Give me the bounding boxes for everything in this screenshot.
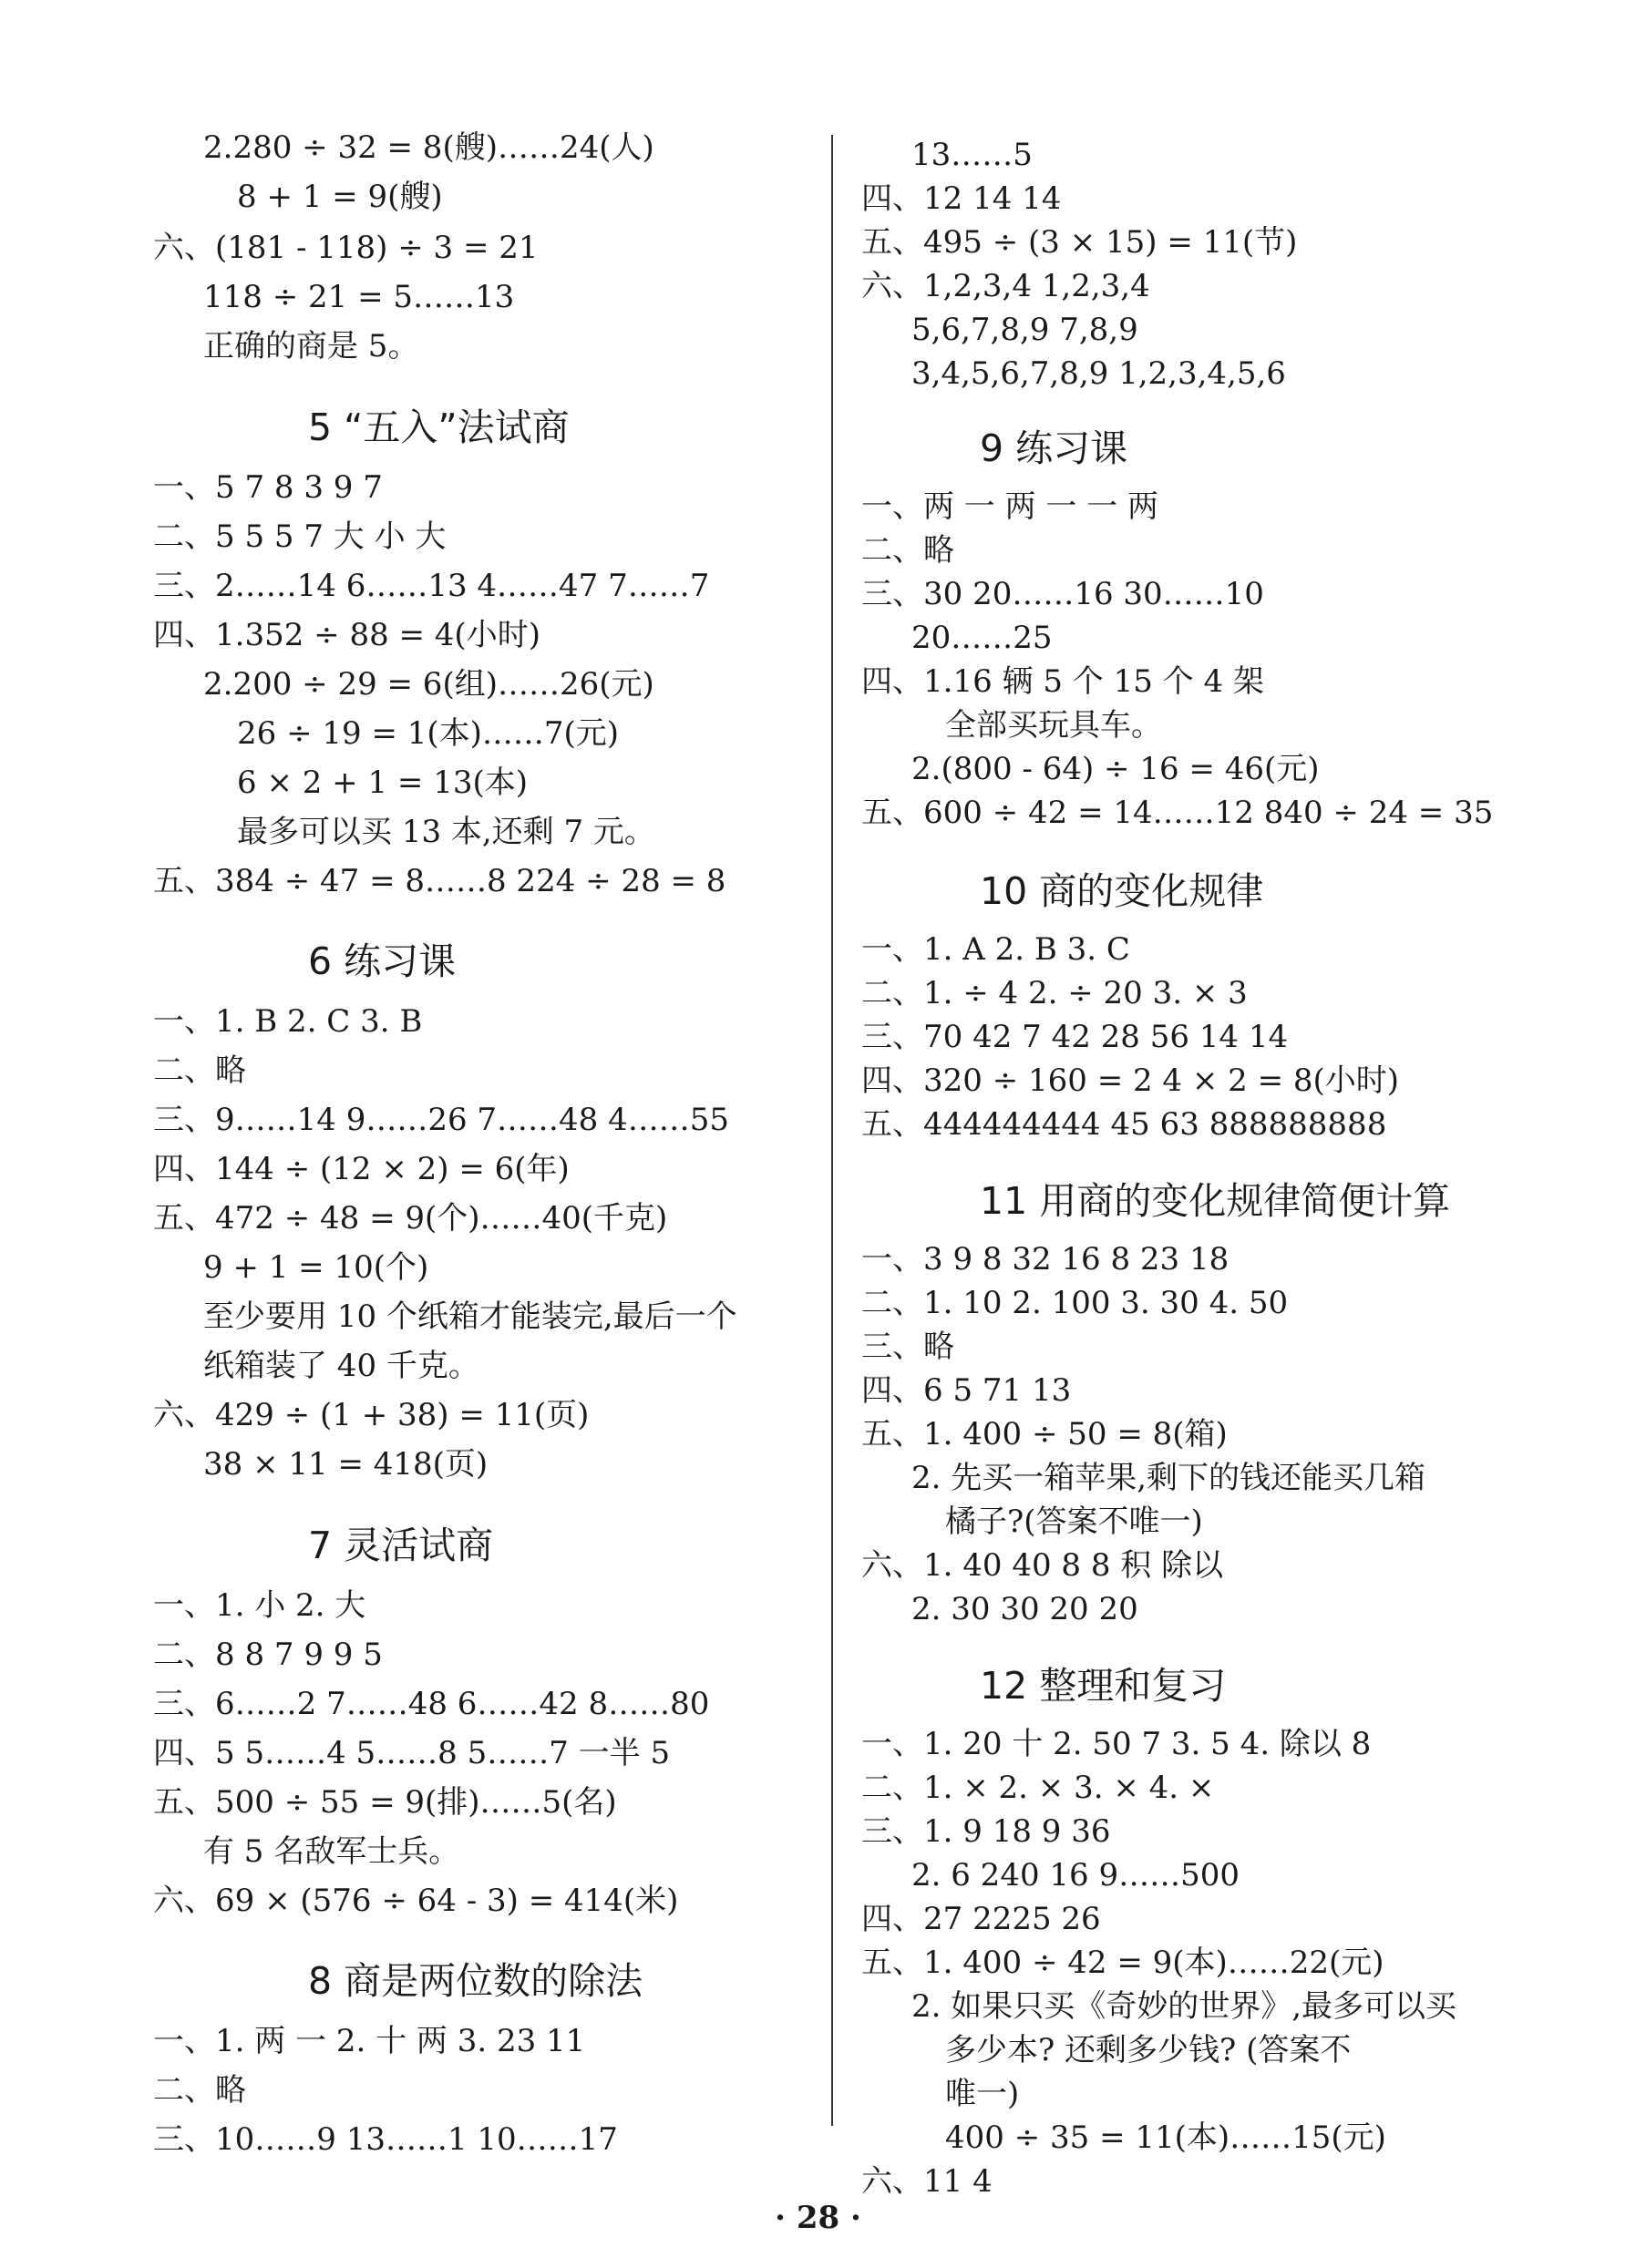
answer-line: 118 ÷ 21 = 5……13 <box>203 279 515 315</box>
answer-line: 二、1. 10 2. 100 3. 30 4. 50 <box>861 1285 1289 1321</box>
answer-line: 三、略 <box>861 1329 954 1365</box>
answer-line: 二、5 5 5 7 大 小 大 <box>153 518 447 555</box>
page-number: · 28 · <box>775 2200 861 2236</box>
answer-line: 最多可以买 13 本,还剩 7 元。 <box>237 814 655 850</box>
answer-line: 六、11 4 <box>861 2163 993 2200</box>
section-title: 6 练习课 <box>308 939 457 983</box>
answer-line: 全部买玩具车。 <box>945 707 1162 744</box>
section-title: 8 商是两位数的除法 <box>308 1959 643 2003</box>
answer-line: 2. 如果只买《奇妙的世界》,最多可以买 <box>911 1988 1457 2025</box>
answer-line: 26 ÷ 19 = 1(本)……7(元) <box>237 715 620 752</box>
column-divider <box>831 135 833 2126</box>
answer-line: 四、1.352 ÷ 88 = 4(小时) <box>153 617 540 653</box>
answer-line: 8 + 1 = 9(艘) <box>237 179 443 215</box>
answer-line: 至少要用 10 个纸箱才能装完,最后一个 <box>203 1298 737 1335</box>
answer-line: 五、500 ÷ 55 = 9(排)……5(名) <box>153 1784 617 1821</box>
answer-line: 二、1. × 2. × 3. × 4. × <box>861 1770 1215 1806</box>
answer-line: 六、1,2,3,4 1,2,3,4 <box>861 268 1150 304</box>
answer-line: 二、8 8 7 9 9 5 <box>153 1637 383 1673</box>
answer-line: 三、6……2 7……48 6……42 8……80 <box>153 1686 710 1722</box>
answer-line: 四、27 2225 26 <box>861 1901 1101 1937</box>
answer-line: 2.(800 - 64) ÷ 16 = 46(元) <box>911 751 1320 787</box>
answer-line: 2.200 ÷ 29 = 6(组)……26(元) <box>203 666 654 703</box>
answer-line: 二、略 <box>861 532 954 569</box>
answer-line: 四、12 14 14 <box>861 180 1062 217</box>
answer-line: 9 + 1 = 10(个) <box>203 1249 429 1286</box>
answer-line: 唯一) <box>945 2076 1020 2112</box>
answer-line: 六、429 ÷ (1 + 38) = 11(页) <box>153 1397 590 1433</box>
answer-line: 四、320 ÷ 160 = 2 4 × 2 = 8(小时) <box>861 1062 1400 1099</box>
answer-line: 六、69 × (576 ÷ 64 - 3) = 414(米) <box>153 1883 679 1919</box>
answer-line: 有 5 名敌军士兵。 <box>203 1833 460 1870</box>
answer-line: 正确的商是 5。 <box>203 328 419 364</box>
answer-line: 6 × 2 + 1 = 13(本) <box>237 765 528 801</box>
answer-line: 五、600 ÷ 42 = 14……12 840 ÷ 24 = 35 <box>861 795 1494 831</box>
answer-line: 五、472 ÷ 48 = 9(个)……40(千克) <box>153 1200 668 1237</box>
answer-line: 四、144 ÷ (12 × 2) = 6(年) <box>153 1151 570 1187</box>
answer-line: 38 × 11 = 418(页) <box>203 1446 489 1483</box>
answer-line: 多少本? 还剩多少钱? (答案不 <box>945 2032 1352 2068</box>
answer-line: 二、1. ÷ 4 2. ÷ 20 3. × 3 <box>861 975 1248 1011</box>
answer-line: 2. 先买一箱苹果,剩下的钱还能买几箱 <box>911 1460 1426 1496</box>
answer-line: 400 ÷ 35 = 11(本)……15(元) <box>945 2119 1386 2156</box>
answer-line: 二、略 <box>153 2072 246 2109</box>
answer-line: 三、70 42 7 42 28 56 14 14 <box>861 1019 1289 1055</box>
answer-line: 四、6 5 71 13 <box>861 1372 1072 1409</box>
answer-line: 一、两 一 两 一 一 两 <box>861 488 1159 525</box>
answer-line: 四、5 5……4 5……8 5……7 一半 5 <box>153 1735 671 1771</box>
answer-line: 五、444444444 45 63 888888888 <box>861 1106 1387 1143</box>
answer-line: 2. 6 240 16 9……500 <box>911 1857 1240 1893</box>
answer-line: 5,6,7,8,9 7,8,9 <box>911 312 1138 348</box>
answer-line: 三、9……14 9……26 7……48 4……55 <box>153 1102 730 1138</box>
answer-line: 橘子?(答案不唯一) <box>945 1503 1203 1540</box>
answer-line: 13……5 <box>911 137 1033 173</box>
answer-line: 五、1. 400 ÷ 50 = 8(箱) <box>861 1416 1228 1452</box>
answer-line: 20……25 <box>911 620 1053 656</box>
answer-line: 2.280 ÷ 32 = 8(艘)……24(人) <box>203 129 654 166</box>
answer-line: 一、1. 小 2. 大 <box>153 1587 366 1624</box>
section-title: 10 商的变化规律 <box>980 869 1264 913</box>
answer-line: 六、1. 40 40 8 8 积 除以 <box>861 1547 1224 1584</box>
answer-line: 五、495 ÷ (3 × 15) = 11(节) <box>861 224 1298 261</box>
answer-line: 纸箱装了 40 千克。 <box>203 1348 479 1384</box>
answer-line: 2. 30 30 20 20 <box>911 1591 1138 1627</box>
answer-line: 六、(181 - 118) ÷ 3 = 21 <box>153 230 539 266</box>
answer-line: 一、1. A 2. B 3. C <box>861 931 1130 968</box>
answer-line: 一、1. 20 十 2. 50 7 3. 5 4. 除以 8 <box>861 1726 1372 1762</box>
answer-line: 四、1.16 辆 5 个 15 个 4 架 <box>861 663 1264 700</box>
answer-line: 一、1. 两 一 2. 十 两 3. 23 11 <box>153 2023 586 2059</box>
answer-line: 五、384 ÷ 47 = 8……8 224 ÷ 28 = 8 <box>153 863 726 899</box>
answer-line: 一、3 9 8 32 16 8 23 18 <box>861 1241 1230 1278</box>
answer-line: 五、1. 400 ÷ 42 = 9(本)……22(元) <box>861 1945 1384 1981</box>
answer-line: 三、30 20……16 30……10 <box>861 576 1264 612</box>
section-title: 7 灵活试商 <box>308 1524 494 1567</box>
answer-line: 二、略 <box>153 1052 246 1089</box>
answer-line: 一、1. B 2. C 3. B <box>153 1003 423 1040</box>
section-title: 11 用商的变化规律简便计算 <box>980 1179 1451 1223</box>
answer-line: 三、2……14 6……13 4……47 7……7 <box>153 568 710 604</box>
answer-line: 3,4,5,6,7,8,9 1,2,3,4,5,6 <box>911 355 1286 392</box>
section-title: 9 练习课 <box>980 426 1128 470</box>
answer-line: 三、1. 9 18 9 36 <box>861 1813 1111 1850</box>
answer-line: 一、5 7 8 3 9 7 <box>153 469 383 506</box>
answer-line: 三、10……9 13……1 10……17 <box>153 2121 618 2158</box>
section-title: 5 “五入”法试商 <box>308 405 570 449</box>
section-title: 12 整理和复习 <box>980 1664 1227 1708</box>
